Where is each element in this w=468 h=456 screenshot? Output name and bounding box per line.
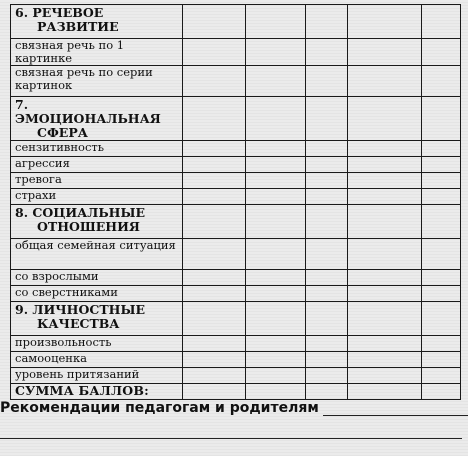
score-cell	[348, 141, 422, 157]
score-cell	[306, 352, 348, 368]
answer-line	[323, 403, 468, 416]
score-cell	[306, 189, 348, 205]
table-row	[11, 157, 461, 173]
section-heading-line1: 6. РЕЧЕВОЕ	[15, 5, 104, 20]
score-cell	[183, 97, 246, 141]
score-cell	[348, 368, 422, 384]
recommendations-line	[0, 400, 468, 416]
score-cell	[306, 205, 348, 239]
row-label: уровень притязаний	[11, 368, 183, 384]
score-cell	[246, 286, 306, 302]
row-label: СУММА БАЛЛОВ:	[11, 384, 183, 400]
score-cell	[183, 141, 246, 157]
score-cell	[422, 39, 461, 66]
score-cell	[422, 5, 461, 39]
score-cell	[183, 352, 246, 368]
score-cell	[348, 352, 422, 368]
score-cell	[422, 352, 461, 368]
section-heading-line1: 7. ЭМОЦИОНАЛЬНАЯ	[15, 97, 161, 126]
row-label: общая семейная ситуация	[11, 239, 183, 270]
score-cell	[348, 39, 422, 66]
score-cell	[306, 5, 348, 39]
score-cell	[422, 66, 461, 97]
score-cell	[246, 173, 306, 189]
score-cell	[422, 270, 461, 286]
score-cell	[183, 39, 246, 66]
row-label: со взрослыми	[11, 270, 183, 286]
score-cell	[246, 205, 306, 239]
score-cell	[306, 384, 348, 400]
section-heading	[11, 205, 183, 239]
table-row	[11, 368, 461, 384]
score-cell	[246, 270, 306, 286]
score-cell	[306, 39, 348, 66]
score-cell	[348, 5, 422, 39]
table-row	[11, 173, 461, 189]
score-cell	[422, 302, 461, 336]
score-cell	[183, 336, 246, 352]
row-label: страхи	[11, 189, 183, 205]
score-cell	[348, 239, 422, 270]
table-row	[11, 66, 461, 97]
section-heading-line2: ОТНОШЕНИЯ	[37, 219, 140, 234]
table-row	[11, 141, 461, 157]
score-cell	[246, 141, 306, 157]
score-cell	[422, 97, 461, 141]
score-cell	[246, 302, 306, 336]
score-cell	[348, 157, 422, 173]
score-cell	[183, 286, 246, 302]
score-cell	[348, 97, 422, 141]
score-cell	[306, 286, 348, 302]
score-cell	[306, 97, 348, 141]
score-cell	[246, 384, 306, 400]
table-row	[11, 336, 461, 352]
table-row	[11, 286, 461, 302]
score-cell	[183, 368, 246, 384]
section-row	[11, 302, 461, 336]
row-label: связная речь по 1 картинке	[11, 39, 183, 66]
score-cell	[183, 270, 246, 286]
score-cell	[306, 270, 348, 286]
score-cell	[246, 157, 306, 173]
score-cell	[348, 66, 422, 97]
section-heading-line1: 9. ЛИЧНОСТНЫЕ	[15, 302, 145, 317]
score-cell	[348, 270, 422, 286]
score-cell	[348, 189, 422, 205]
total-row	[11, 384, 461, 400]
row-label: агрессия	[11, 157, 183, 173]
score-cell	[422, 368, 461, 384]
table-row	[11, 189, 461, 205]
score-cell	[306, 157, 348, 173]
table-row	[11, 352, 461, 368]
score-cell	[306, 368, 348, 384]
score-cell	[246, 239, 306, 270]
score-cell	[306, 173, 348, 189]
score-cell	[422, 336, 461, 352]
section-row	[11, 5, 461, 39]
table-row	[11, 239, 461, 270]
score-cell	[246, 189, 306, 205]
section-row	[11, 205, 461, 239]
score-cell	[246, 336, 306, 352]
score-cell	[306, 239, 348, 270]
score-cell	[422, 239, 461, 270]
table-row	[11, 270, 461, 286]
score-cell	[246, 352, 306, 368]
score-cell	[246, 66, 306, 97]
row-label: сензитивность	[11, 141, 183, 157]
assessment-table	[10, 4, 461, 400]
score-cell	[422, 384, 461, 400]
score-cell	[306, 336, 348, 352]
score-cell	[183, 189, 246, 205]
score-cell	[183, 157, 246, 173]
section-heading-line2: СФЕРА	[37, 125, 88, 140]
row-label: самооценка	[11, 352, 183, 368]
score-cell	[422, 157, 461, 173]
answer-line-2	[0, 438, 462, 439]
score-cell	[422, 205, 461, 239]
section-heading	[11, 302, 183, 336]
score-cell	[183, 5, 246, 39]
score-cell	[422, 141, 461, 157]
section-heading	[11, 5, 183, 39]
score-cell	[306, 302, 348, 336]
row-label: связная речь по серии картинок	[11, 66, 183, 97]
score-cell	[183, 66, 246, 97]
score-cell	[348, 384, 422, 400]
score-cell	[183, 302, 246, 336]
row-label: со сверстниками	[11, 286, 183, 302]
score-cell	[306, 66, 348, 97]
score-cell	[348, 302, 422, 336]
section-heading-line1: 8. СОЦИАЛЬНЫЕ	[15, 205, 146, 220]
section-heading-line2: КАЧЕСТВА	[37, 316, 120, 331]
score-cell	[348, 336, 422, 352]
score-cell	[422, 286, 461, 302]
score-cell	[348, 286, 422, 302]
score-cell	[348, 205, 422, 239]
score-cell	[183, 205, 246, 239]
score-cell	[306, 141, 348, 157]
score-cell	[348, 173, 422, 189]
score-cell	[183, 173, 246, 189]
section-heading	[11, 97, 183, 141]
score-cell	[422, 173, 461, 189]
section-row	[11, 97, 461, 141]
score-cell	[183, 384, 246, 400]
score-cell	[246, 97, 306, 141]
score-cell	[246, 368, 306, 384]
section-heading-line2: РАЗВИТИЕ	[37, 19, 119, 34]
score-cell	[246, 5, 306, 39]
row-label: тревога	[11, 173, 183, 189]
table-row	[11, 39, 461, 66]
score-cell	[183, 239, 246, 270]
row-label: произвольность	[11, 336, 183, 352]
recommendations-label: Рекомендации педагогам и родителям	[0, 400, 319, 416]
score-cell	[422, 189, 461, 205]
score-cell	[246, 39, 306, 66]
